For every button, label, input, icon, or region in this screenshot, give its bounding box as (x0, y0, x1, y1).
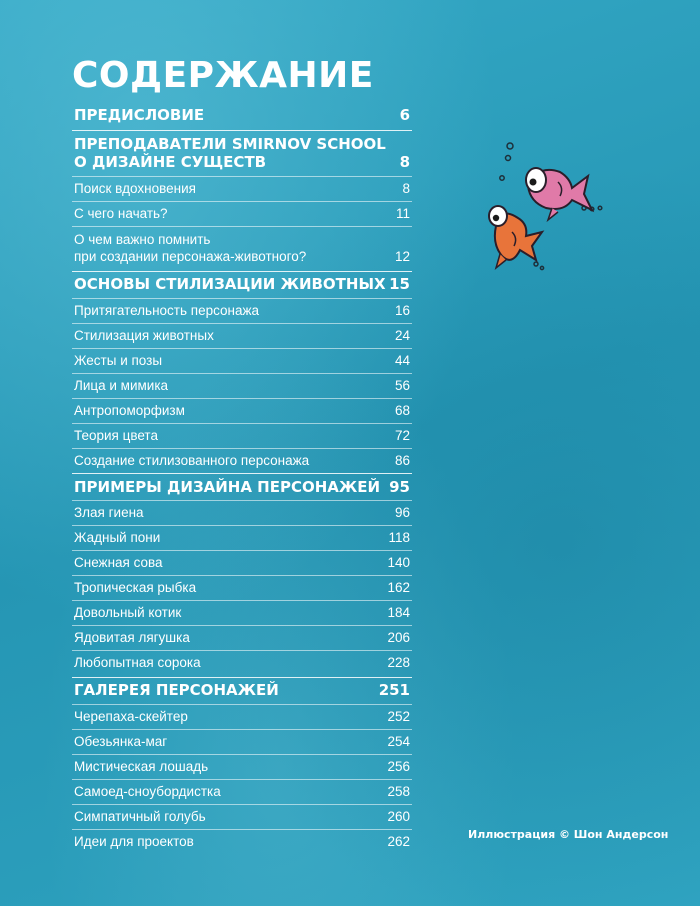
toc-item[interactable] (72, 373, 412, 396)
toc-section-label-line2: О ДИЗАЙНЕ СУЩЕСТВ (74, 153, 267, 171)
toc-item-label: С чего начать? (74, 206, 168, 221)
toc-item[interactable] (72, 804, 412, 827)
toc-item-label: Обезьянка-маг (74, 734, 168, 749)
toc-item[interactable] (72, 176, 412, 199)
toc-item[interactable] (72, 525, 412, 548)
toc-item[interactable] (72, 226, 412, 269)
toc-item[interactable] (72, 650, 412, 673)
toc-section-teachers[interactable] (72, 130, 412, 173)
toc-item[interactable] (72, 201, 412, 224)
toc-item-label: Любопытная сорока (74, 655, 201, 670)
toc-item-label: Притягательность персонажа (74, 303, 260, 318)
toc-item-label: Снежная сова (74, 555, 163, 570)
toc-item-label: Самоед-сноубордистка (74, 784, 221, 799)
toc-item-page: 86 (394, 453, 410, 468)
toc-item-page: 24 (394, 328, 410, 343)
toc-item[interactable] (72, 704, 412, 727)
illustration-credit: Иллюстрация © Шон Андерсон (468, 828, 669, 841)
page-title: СОДЕРЖАНИЕ (72, 55, 374, 96)
toc-item[interactable] (72, 550, 412, 573)
toc-section-preface[interactable] (72, 104, 412, 124)
toc-item[interactable] (72, 779, 412, 802)
toc-item[interactable] (72, 323, 412, 346)
toc-section-label: ПРИМЕРЫ ДИЗАЙНА ПЕРСОНАЖЕЙ (74, 478, 381, 496)
toc-item-page: 11 (395, 206, 410, 221)
toc-item-label: Мистическая лошадь (74, 759, 209, 774)
toc-item-label: Стилизация животных (74, 328, 214, 343)
toc-item-page: 228 (387, 655, 410, 670)
toc-item-page: 184 (387, 605, 410, 620)
toc-section-label: ПРЕДИСЛОВИЕ (74, 106, 205, 124)
toc-item-label: Жадный пони (74, 530, 161, 545)
toc-item[interactable] (72, 398, 412, 421)
toc-item-page: 72 (394, 428, 410, 443)
toc-item-page: 44 (394, 353, 410, 368)
toc-section-label-line1: ПРЕПОДАВАТЕЛИ SMIRNOV SCHOOL (74, 135, 386, 153)
toc-item-page: 262 (387, 834, 410, 849)
toc-item-label: Черепаха-скейтер (74, 709, 188, 724)
toc-section-label: ОСНОВЫ СТИЛИЗАЦИИ ЖИВОТНЫХ (74, 275, 386, 293)
fish-illustration (488, 136, 608, 281)
toc-item-page: 162 (387, 580, 410, 595)
toc-item-label: Лица и мимика (74, 378, 169, 393)
toc-item-label: Довольный котик (74, 605, 182, 620)
toc-section-page: 8 (399, 153, 410, 171)
toc-section-page: 251 (378, 681, 410, 699)
toc-item[interactable] (72, 423, 412, 446)
toc-item-label: Жесты и позы (74, 353, 163, 368)
toc-item[interactable] (72, 500, 412, 523)
toc-item-page: 56 (394, 378, 410, 393)
toc-item-label: Поиск вдохновения (74, 181, 196, 196)
toc-section-page: 6 (399, 106, 410, 124)
toc-item-label: Тропическая рыбка (74, 580, 197, 595)
toc-item[interactable] (72, 625, 412, 648)
toc-item-page: 256 (387, 759, 410, 774)
toc-item[interactable] (72, 448, 412, 471)
toc-item-page: 260 (387, 809, 410, 824)
pink-fish-icon (526, 168, 592, 220)
toc-item[interactable] (72, 600, 412, 623)
toc-item-page: 206 (387, 630, 410, 645)
toc-item[interactable] (72, 829, 412, 852)
toc-item-page: 140 (387, 555, 410, 570)
toc-item-page: 96 (394, 505, 410, 520)
toc-item[interactable] (72, 575, 412, 598)
toc-item[interactable] (72, 729, 412, 752)
toc-section-label: ГАЛЕРЕЯ ПЕРСОНАЖЕЙ (74, 681, 279, 699)
toc-item-label-line2: при создании персонажа-животного? (74, 249, 307, 264)
toc-item-label: Идеи для проектов (74, 834, 194, 849)
toc-item-page: 252 (387, 709, 410, 724)
toc-section-page: 95 (389, 478, 410, 496)
toc-item-page: 12 (394, 249, 410, 264)
toc-item[interactable] (72, 298, 412, 321)
toc-item-label: Антропоморфизм (74, 403, 185, 418)
toc-section-gallery[interactable] (72, 677, 412, 702)
toc-item-label-line1: О чем важно помнить (74, 232, 211, 247)
toc-item[interactable] (72, 754, 412, 777)
toc-item[interactable] (72, 348, 412, 371)
toc-item-page: 118 (388, 530, 410, 545)
toc-item-label: Злая гиена (74, 505, 144, 520)
toc-section-page: 15 (389, 275, 410, 293)
toc-item-page: 254 (387, 734, 410, 749)
toc-item-label: Ядовитая лягушка (74, 630, 190, 645)
toc-item-label: Симпатичный голубь (74, 809, 206, 824)
toc-item-page: 258 (387, 784, 410, 799)
toc-item-label: Создание стилизованного персонажа (74, 453, 310, 468)
toc-item-page: 68 (394, 403, 410, 418)
toc-item-page: 16 (394, 303, 410, 318)
orange-fish-icon (489, 206, 542, 268)
toc-section-examples[interactable] (72, 473, 412, 498)
toc-section-basics[interactable] (72, 271, 412, 296)
toc-item-label: Теория цвета (74, 428, 158, 443)
toc-item-page: 8 (402, 181, 410, 196)
